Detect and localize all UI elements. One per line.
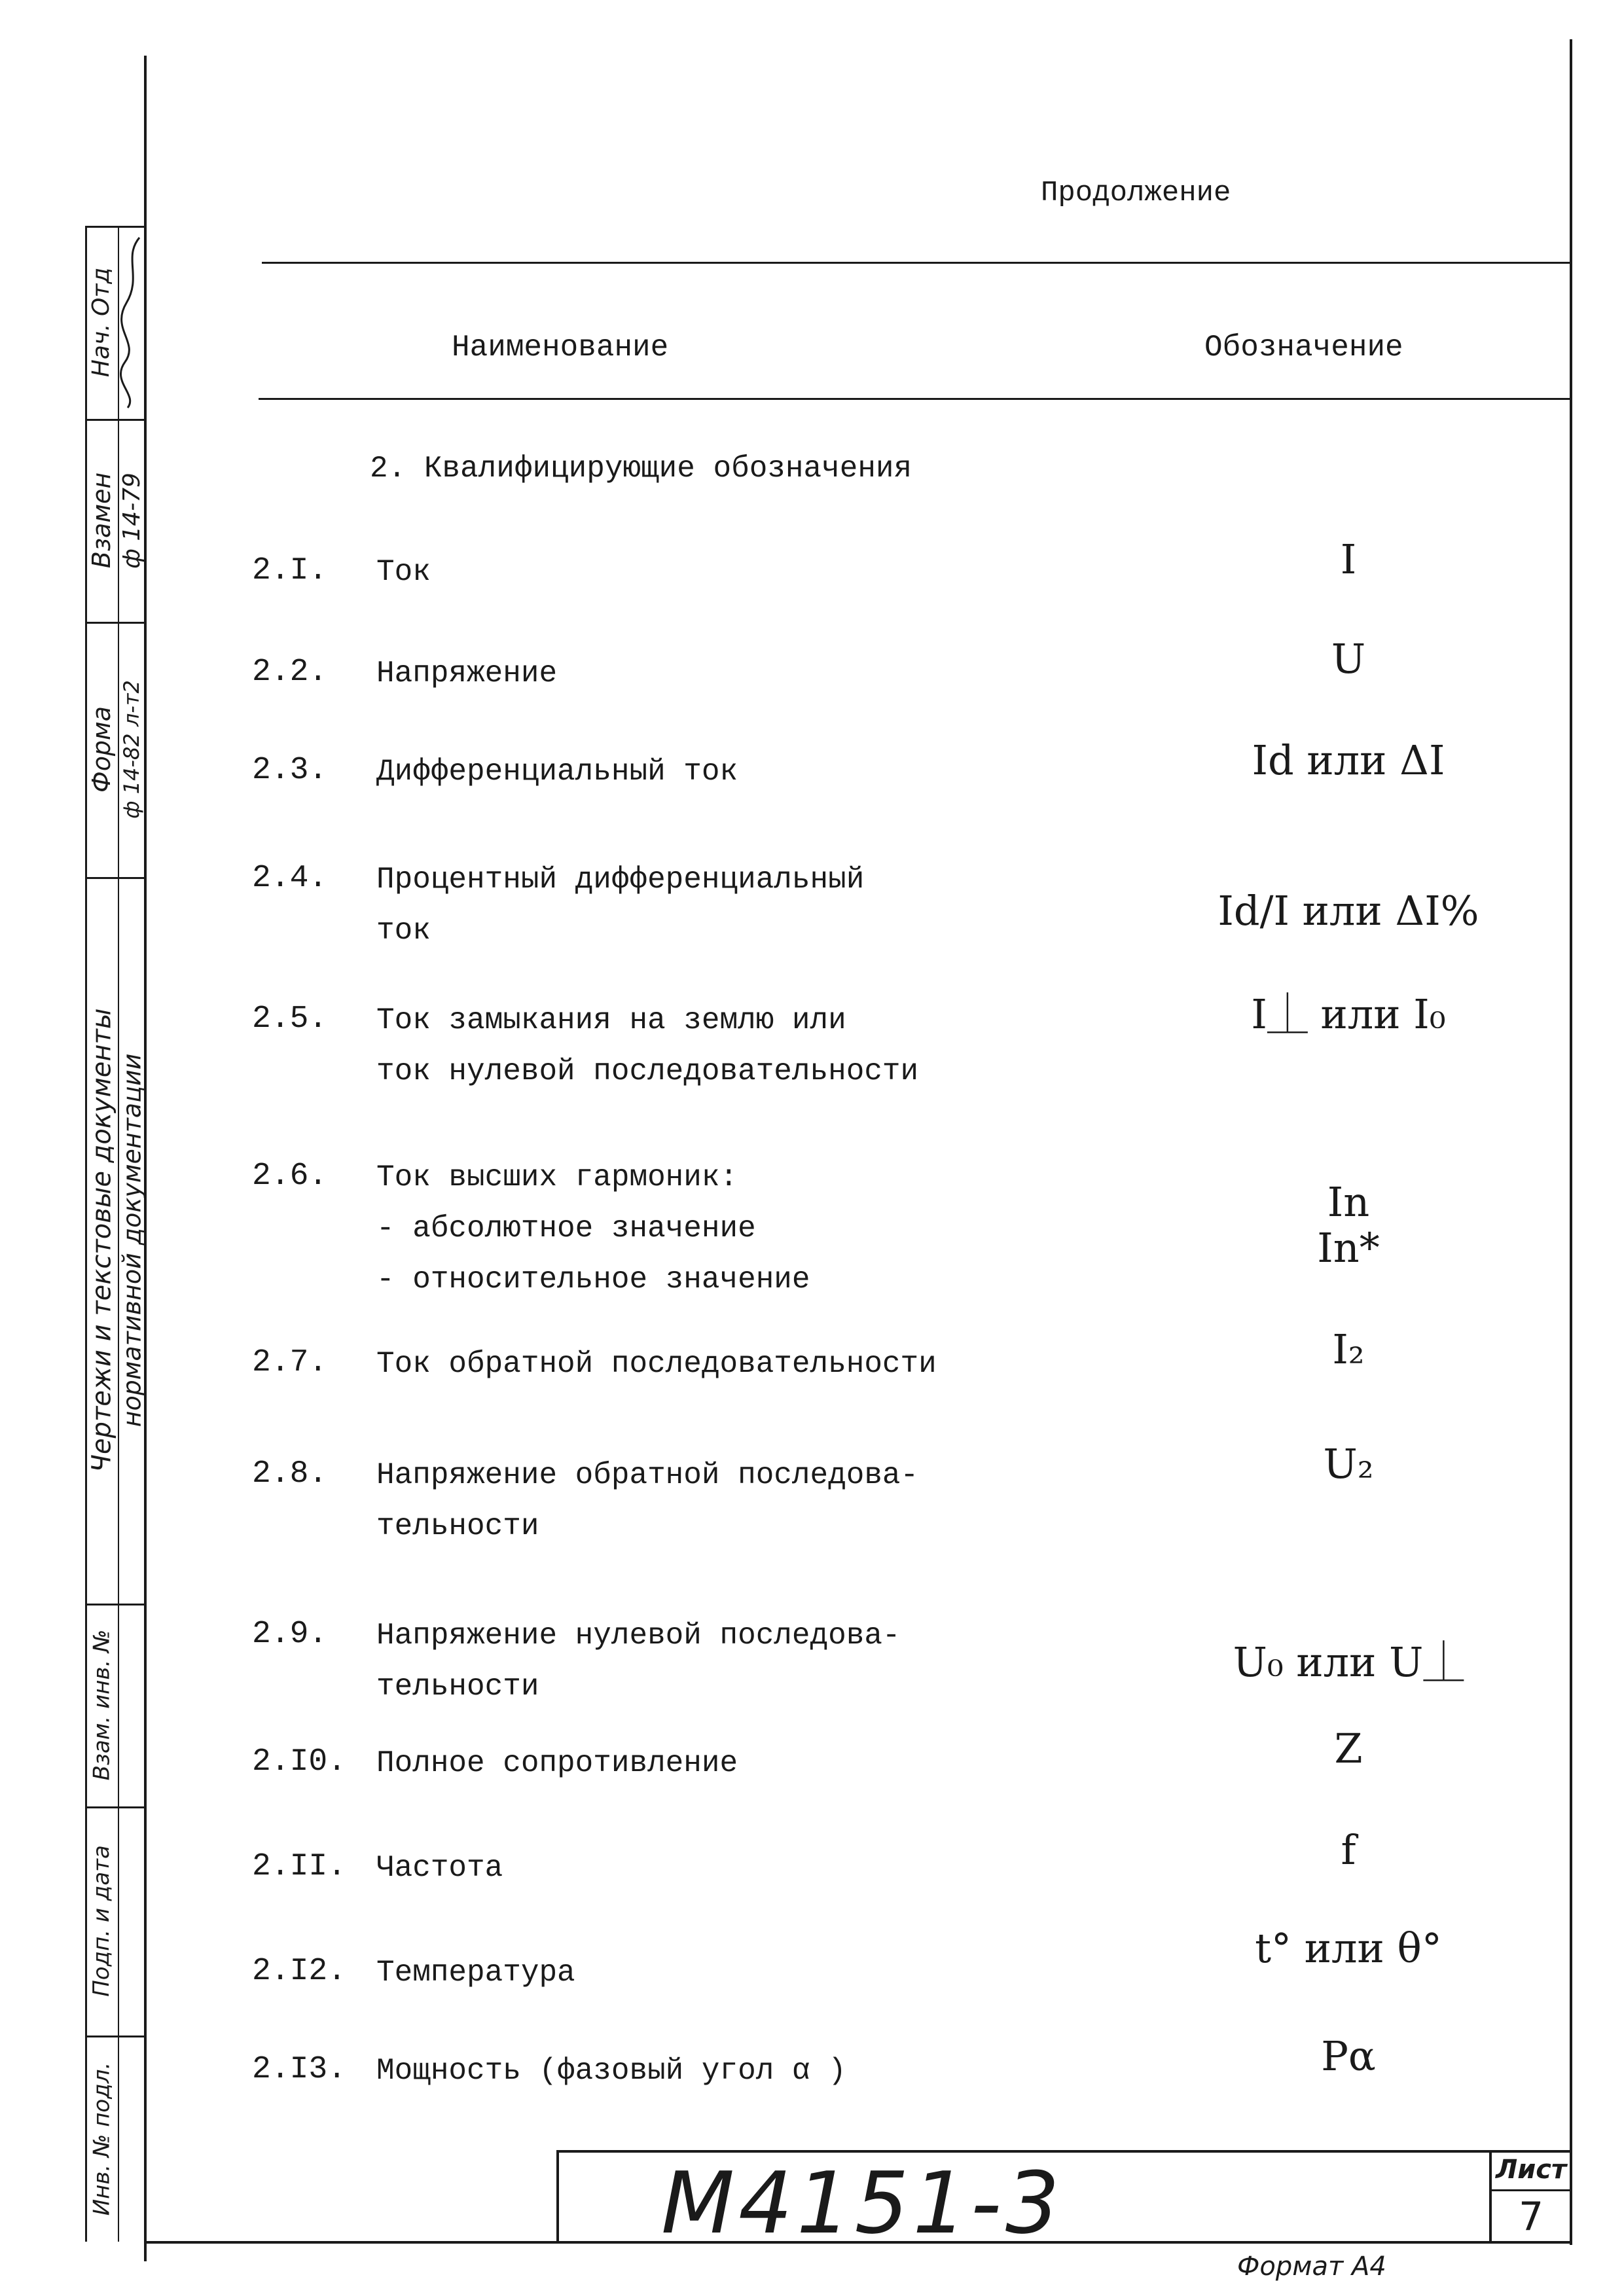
item-name: Полное сопротивление (376, 1746, 738, 1780)
stamp-box-left (556, 2150, 559, 2242)
stamp-cell-f1482 (119, 622, 144, 877)
item-symbol: f (1341, 1826, 1356, 1874)
item-number: 2.I0. (252, 1744, 347, 1780)
item-name: Напряжение обратной последова- тельности (376, 1458, 919, 1543)
sheet-number: 7 (1519, 2194, 1544, 2240)
item-name: Ток (376, 555, 431, 589)
item-number: 2.3. (252, 753, 328, 788)
item-number: 2.I. (252, 553, 328, 588)
item-number: 2.II. (252, 1849, 347, 1884)
column-header-name: Наименование (452, 331, 669, 365)
stamp-box-sheet-row (1489, 2189, 1571, 2191)
item-name: Температура (376, 1956, 575, 1990)
stamp-signature (119, 226, 144, 419)
item-symbol: Id/I или ΔI% (1218, 887, 1479, 935)
item-number: 2.4. (252, 861, 328, 896)
item-symbol: t° или θ° (1255, 1924, 1442, 1972)
item-number: 2.7. (252, 1345, 328, 1380)
item-number: 2.I3. (252, 2052, 347, 2087)
stamp-box-top (556, 2150, 1571, 2153)
stamp-cell-forma (85, 622, 118, 877)
item-symbol: U₀ или U⏊ (1233, 1638, 1464, 1686)
stamp-nach-otd-label: Нач. Отд (88, 267, 115, 378)
item-symbol: Id или ΔI (1252, 736, 1445, 784)
stamp-inv-podl-label: Инв. № подл. (88, 2062, 115, 2215)
stamp-title-line2: нормативной документации (117, 1053, 146, 1427)
item-number: 2.6. (252, 1158, 328, 1194)
item-name: Мощность (фазовый угол α ) (376, 2054, 846, 2088)
item-symbol: Pα (1321, 2032, 1376, 2080)
item-symbol: In (1327, 1178, 1370, 1226)
item-symbol: U₂ (1323, 1440, 1374, 1488)
stamp-cell-nach-otd (85, 226, 118, 419)
item-number: 2.9. (252, 1617, 328, 1652)
item-symbol: I₂ (1332, 1325, 1365, 1373)
stamp-title-line1: Чертежи и текстовые документы (86, 1008, 117, 1473)
stamp-forma-label: Форма (87, 706, 117, 793)
item-name: Ток обратной последовательности (376, 1347, 937, 1381)
stamp-vzam-inv-label: Взам. инв. № (88, 1629, 115, 1781)
item-symbol: U (1331, 635, 1366, 683)
item-name: Напряжение (376, 656, 558, 691)
header-bottom-rule (259, 398, 1571, 400)
stamp-cell-inv-podl (85, 2036, 118, 2242)
section-title: 2. Квалифицирующие обозначения (370, 452, 912, 486)
item-symbol: Z (1334, 1725, 1363, 1772)
item-number: 2.I2. (252, 1954, 347, 1989)
item-name: Частота (376, 1851, 503, 1885)
stamp-f1479-label: ф 14-79 (118, 472, 145, 569)
stamp-cell-vzamen (85, 419, 118, 622)
stamp-cell-title1 (85, 877, 118, 1604)
continued-label: Продолжение (1041, 177, 1231, 209)
stamp-vzamen-label: Взамен (87, 472, 117, 569)
column-header-symbol: Обозначение (1204, 331, 1403, 365)
item-name: Напряжение нулевой последова- тельности (376, 1619, 901, 1704)
stamp-cell-f1479 (119, 419, 144, 622)
item-name: Дифференциальный ток (376, 755, 738, 789)
document-code: M4151-3 (661, 2153, 1064, 2253)
frame-right-line (1570, 39, 1572, 2245)
format-label: Формат А4 (1237, 2251, 1386, 2282)
item-name: Процентный дифференциальный ток (376, 863, 865, 948)
item-number: 2.8. (252, 1456, 328, 1492)
stamp-cell-vzam-inv (85, 1604, 118, 1806)
stamp-podp-data-label: Подп. и дата (88, 1845, 115, 1997)
item-symbol: I⏊ или I₀ (1251, 990, 1446, 1038)
stamp-cell-podp-data (85, 1806, 118, 2036)
stamp-f1482-label: ф 14-82 л-т2 (119, 680, 144, 819)
signature-mark (120, 231, 143, 414)
item-number: 2.2. (252, 655, 328, 690)
header-top-rule (262, 262, 1571, 264)
item-name: Ток высших гармоник: - абсолютное значение - относительное значение (376, 1160, 810, 1297)
item-symbol: I (1340, 535, 1357, 583)
stamp-cell-title2 (119, 877, 144, 1604)
item-name: Ток замыкания на землю или ток нулевой последовательности (376, 1003, 919, 1088)
sheet-label: Лист (1496, 2155, 1567, 2185)
item-number: 2.5. (252, 1001, 328, 1037)
item-symbol-relative: In* (1317, 1224, 1380, 1272)
stamp-box-sheet-divider (1489, 2150, 1492, 2242)
